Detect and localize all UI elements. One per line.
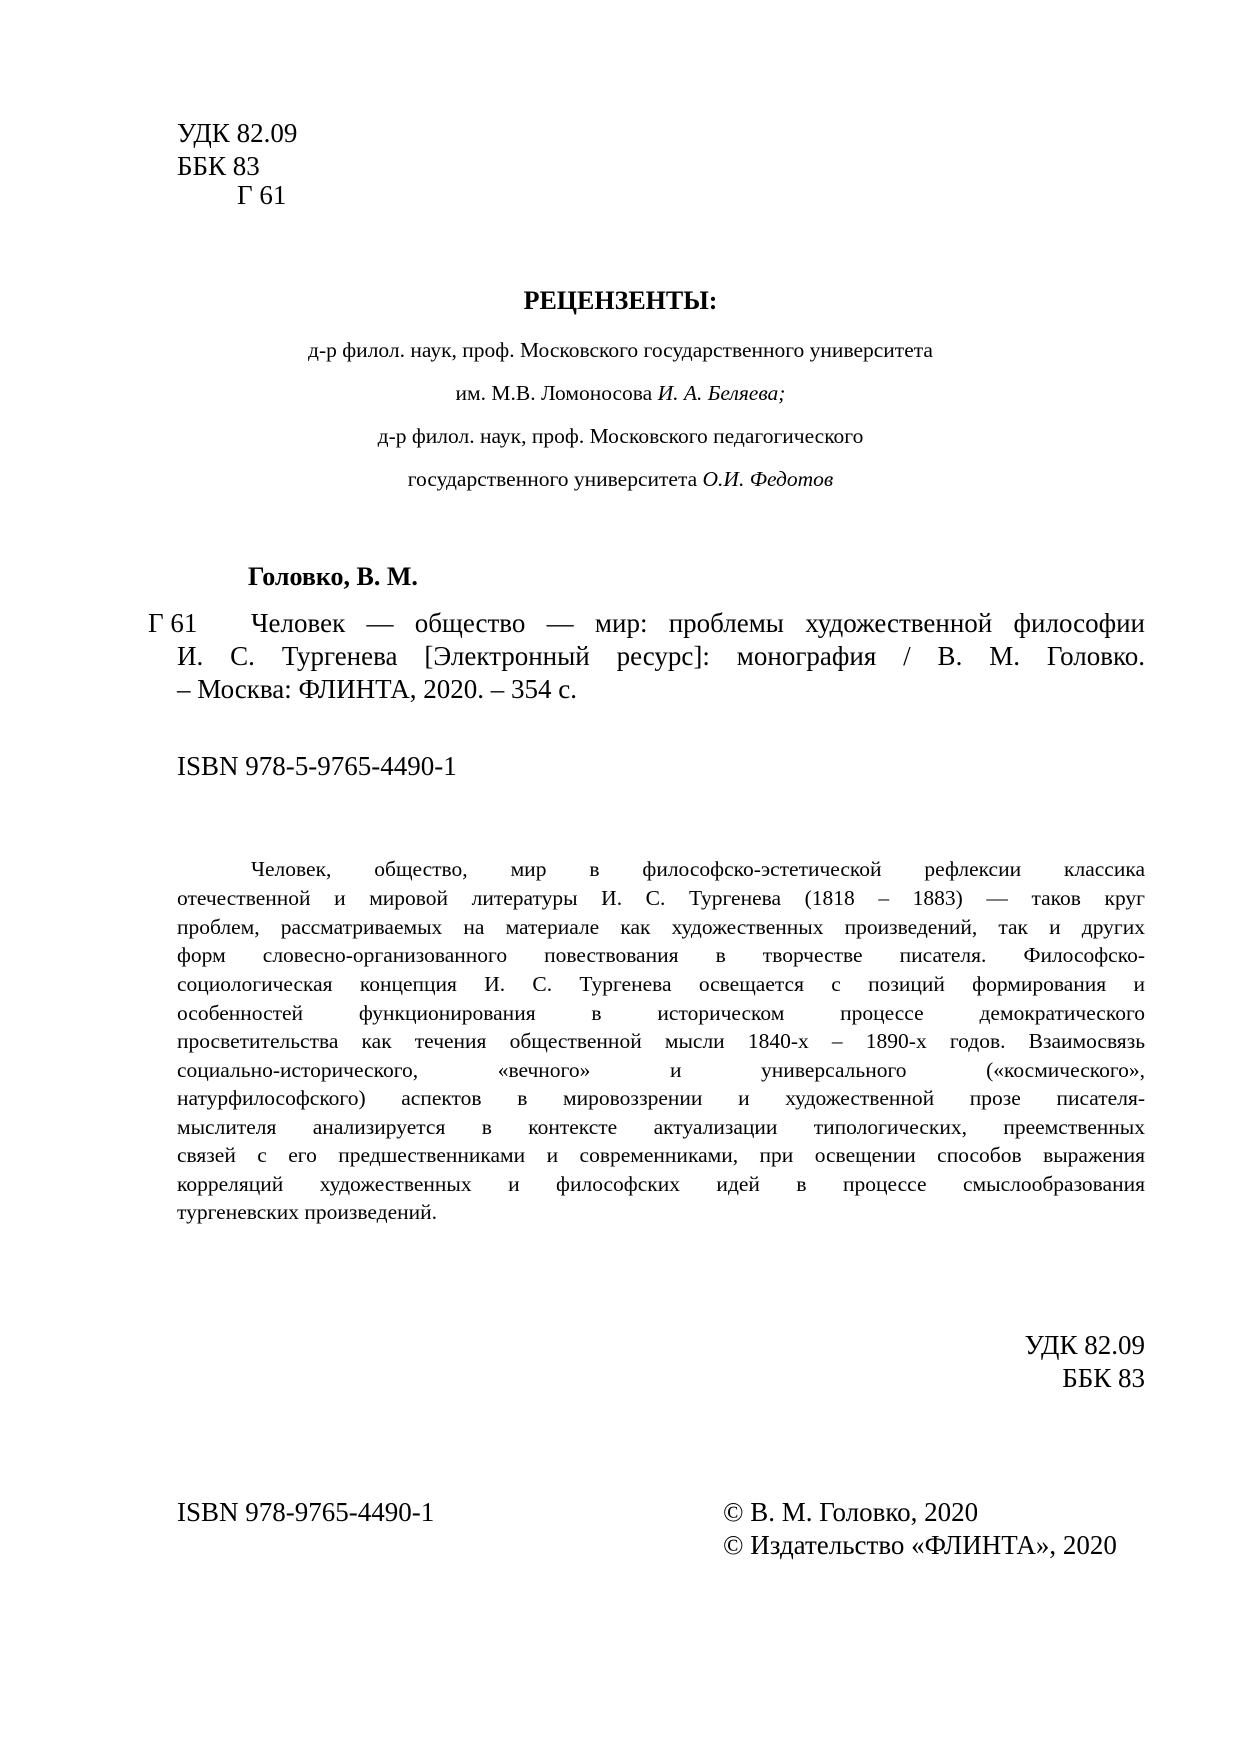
- author-heading: Головко, В. М.: [248, 562, 418, 591]
- udk-bottom: УДК 82.09: [1024, 1330, 1145, 1360]
- abstract-line: тургеневских произведений.: [177, 1200, 438, 1224]
- reviewers-heading: РЕЦЕНЗЕНТЫ:: [523, 286, 718, 315]
- reviewer-line-1: д-р филол. наук, проф. Московского государственного университета: [308, 338, 933, 362]
- abstract-line: социологическая концепция И. С. Тургенева освещается с позиций формирования и: [177, 972, 1145, 996]
- reviewer-line-3: д-р филол. наук, проф. Московского педагогического: [377, 424, 864, 448]
- abstract-line: проблем, рассматриваемых на материале как художественных произведений, так и других: [177, 915, 1145, 939]
- abstract-line: Человек, общество, мир в философско-эстетической рефлексии классика: [251, 857, 1145, 881]
- reviewer-line-4-prefix: государственного университета: [407, 467, 703, 491]
- bbk-top: ББК 83: [177, 151, 260, 181]
- author-code-top: Г 61: [237, 180, 287, 210]
- isbn-footer: ISBN 978-9765-4490-1: [177, 1497, 435, 1527]
- bib-line-2: И. С. Тургенева [Электронный ресурс]: монография / В. М. Головко.: [177, 641, 1145, 671]
- abstract-line: корреляций художественных и философских идей в процессе смыслообразования: [177, 1172, 1145, 1196]
- abstract-line: натурфилософского) аспектов в мировоззрении и художественной прозе писателя-: [177, 1086, 1145, 1110]
- abstract-line: просветительства как течения общественной мысли 1840-х – 1890-х годов. Взаимосвязь: [177, 1029, 1145, 1053]
- copyright-author: © В. М. Головко, 2020: [723, 1497, 979, 1527]
- abstract-line: связей с его предшественниками и современниками, при освещении способов выражения: [177, 1143, 1145, 1167]
- reviewer-line-4: [0, 466, 1241, 492]
- reviewer-line-2: [0, 380, 1241, 406]
- copyright-publisher: © Издательство «ФЛИНТА», 2020: [723, 1530, 1117, 1560]
- reviewer-name-2: О.И. Федотов: [702, 467, 834, 491]
- abstract-line: мыслителя анализируется в контексте актуализации типологических, преемственных: [177, 1115, 1145, 1139]
- abstract-line: особенностей функционирования в историческом процессе демократического: [177, 1001, 1145, 1025]
- bib-author-code: Г 61: [148, 608, 198, 638]
- bib-line-3: – Москва: ФЛИНТА, 2020. – 354 с.: [177, 674, 577, 704]
- reviewer-line-2-prefix: им. М.В. Ломоносова: [455, 381, 658, 405]
- isbn-main: ISBN 978-5-9765-4490-1: [177, 751, 457, 781]
- reviewer-name-1: И. А. Беляева;: [657, 381, 786, 405]
- bbk-bottom: ББК 83: [1062, 1363, 1145, 1393]
- udk-top: УДК 82.09: [177, 118, 298, 148]
- abstract-line: социально-исторического, «вечного» и универсального («космического»,: [177, 1058, 1145, 1082]
- abstract-line: отечественной и мировой литературы И. С. Тургенева (1818 – 1883) — таков круг: [177, 886, 1145, 910]
- bib-line-1: Человек — общество — мир: проблемы художественной философии: [251, 608, 1145, 638]
- abstract-line: форм словесно-организованного повествования в творчестве писателя. Философско-: [177, 943, 1145, 967]
